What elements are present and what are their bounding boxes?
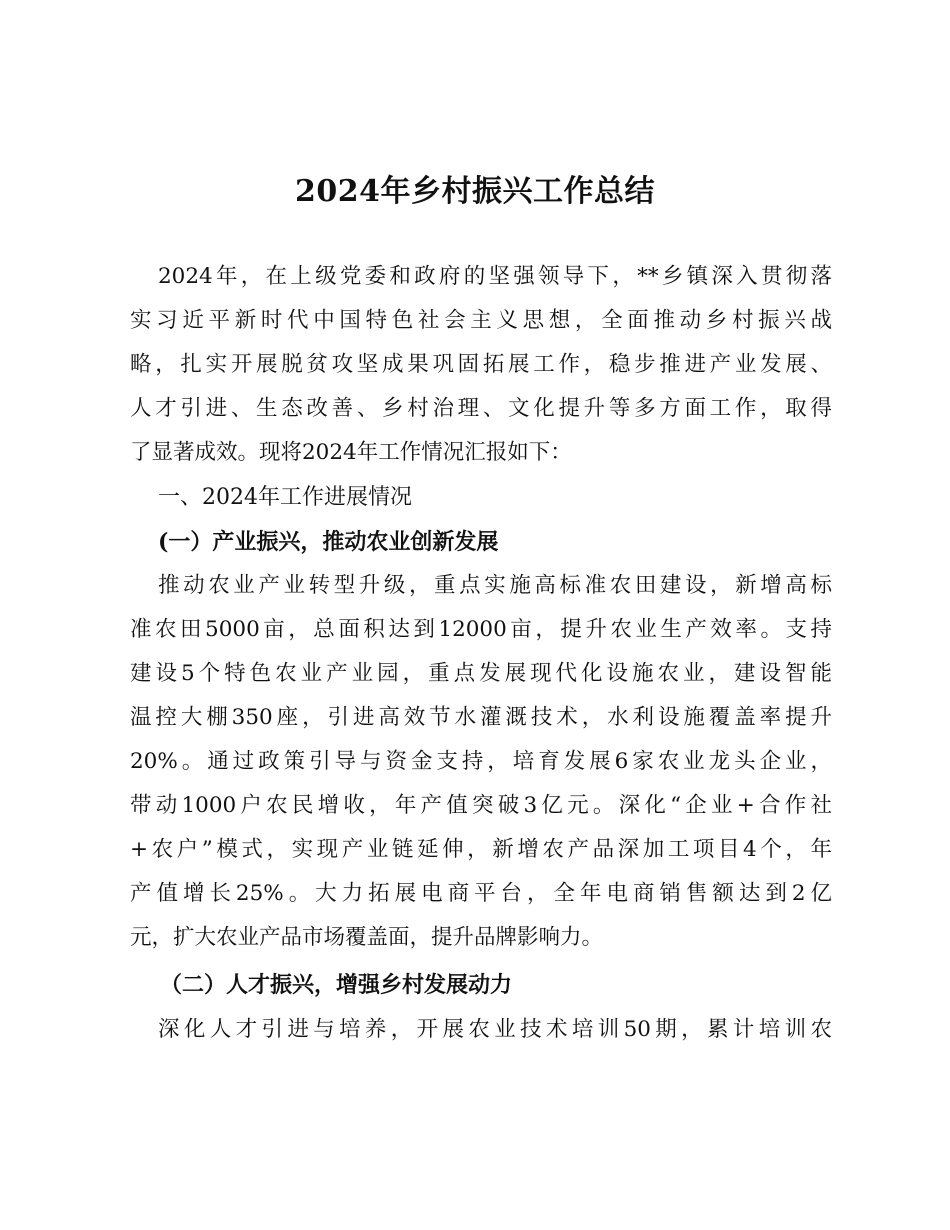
section-heading: 一、2024年工作进展情况	[158, 485, 412, 510]
body-line: 带动1000户农民增收，年产值突破3亿元。深化“企业+合作社	[130, 793, 832, 818]
body-line: 产值增长25%。大力拓展电商平台，全年电商销售额达到2亿	[130, 881, 832, 906]
subsection-heading: （二）人才振兴，增强乡村发展动力	[160, 972, 513, 998]
intro-line: 2024年，在上级党委和政府的坚强领导下，**乡镇深入贯彻落	[158, 264, 832, 289]
body-line: 深化人才引进与培养，开展农业技术培训50期，累计培训农	[158, 1017, 832, 1042]
body-line: 推动农业产业转型升级，重点实施高标准农田建设，新增高标	[158, 573, 832, 598]
body-line: 建设5个特色农业产业园，重点发展现代化设施农业，建设智能	[130, 661, 832, 686]
body-line: +农户”模式，实现产业链延伸，新增农产品深加工项目4个，年	[130, 837, 832, 862]
body-line: 20%。通过政策引导与资金支持，培育发展6家农业龙头企业，	[130, 749, 832, 774]
body-line: 温控大棚350座，引进高效节水灌溉技术，水利设施覆盖率提升	[130, 705, 832, 730]
document-title: 2024年乡村振兴工作总结	[295, 174, 655, 209]
intro-line: 实习近平新时代中国特色社会主义思想，全面推动乡村振兴战	[130, 308, 832, 333]
subsection-heading: (一）产业振兴，推动农业创新发展	[158, 529, 499, 555]
intro-line: 略，扎实开展脱贫攻坚成果巩固拓展工作，稳步推进产业发展、	[130, 352, 832, 377]
body-line: 准农田5000亩，总面积达到12000亩，提升农业生产效率。支持	[130, 617, 832, 642]
intro-line: 了显著成效。现将2024年工作情况汇报如下：	[130, 440, 572, 465]
body-line: 元，扩大农业产品市场覆盖面，提升品牌影响力。	[130, 925, 604, 950]
intro-line: 人才引进、生态改善、乡村治理、文化提升等多方面工作，取得	[130, 396, 832, 421]
